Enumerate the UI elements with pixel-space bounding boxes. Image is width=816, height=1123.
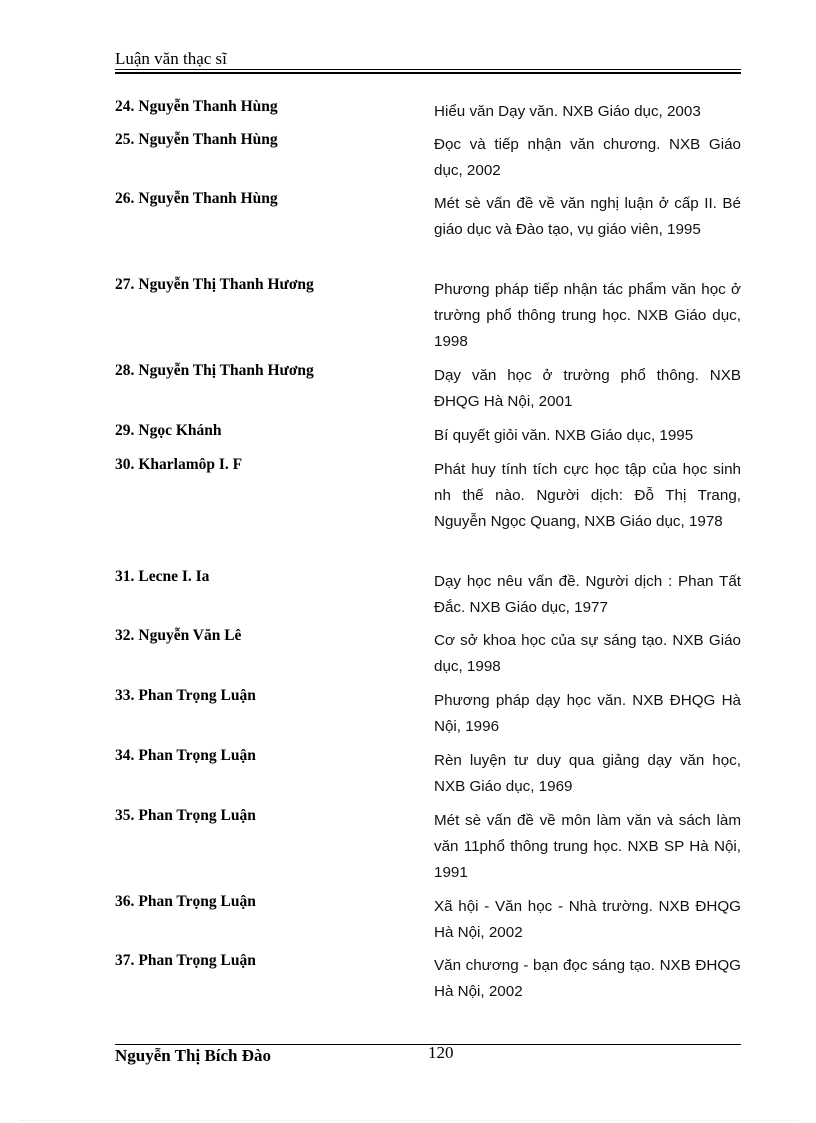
reference-number: 34. (115, 747, 135, 764)
reference-author (115, 421, 434, 455)
reference-entry (115, 951, 741, 1011)
reference-number: 35. (115, 807, 135, 824)
reference-entry (115, 746, 741, 806)
reference-author (115, 361, 434, 421)
reference-entry (115, 892, 741, 951)
reference-author-name: Nguyễn Thanh Hùng (138, 98, 278, 115)
reference-title: Cơ sở khoa học của sự sáng tạo. NXB Giáo dục, 1998 (434, 632, 741, 675)
reference-author-name: Nguyễn Thanh Hùng (138, 131, 278, 148)
page-number: 120 (428, 1043, 454, 1062)
footer-author-name: Nguyễn Thị Bích Đào (115, 1046, 272, 1065)
reference-author-name: Phan Trọng Luận (138, 747, 256, 764)
reference-author (115, 97, 434, 130)
reference-number: 37. (115, 952, 135, 969)
reference-entry (115, 275, 741, 361)
reference-title: Văn chương - bạn đọc sáng tạo. NXB ĐHQG Hà Nội, 2002 (434, 957, 741, 1000)
reference-title: Phát huy tính tích cực học tập của học sinh nh thế nào. Người dịch: Đỗ Thị Trang, Nguyễn Ngọc Quang, NXB Giáo dục, 1978 (434, 461, 741, 530)
reference-author-name: Kharlamôp I. F (138, 456, 243, 473)
reference-title: Rèn luyện tư duy qua giảng dạy văn học, NXB Giáo dục, 1969 (434, 752, 741, 795)
reference-title: Hiểu văn Dạy văn. NXB Giáo dục, 2003 (434, 103, 701, 120)
reference-number: 36. (115, 893, 135, 910)
header-divider (115, 69, 741, 74)
reference-number: 32. (115, 627, 135, 644)
reference-entry (115, 806, 741, 892)
reference-entry (115, 567, 741, 626)
reference-title: Đọc và tiếp nhận văn chương. NXB Giáo dục, 2002 (434, 136, 741, 179)
reference-author (115, 892, 434, 951)
reference-entry (115, 421, 741, 455)
reference-entry (115, 189, 741, 275)
reference-entry (115, 97, 741, 130)
reference-number: 30. (115, 456, 135, 473)
reference-entry (115, 455, 741, 567)
reference-author-name: Nguyễn Thị Thanh Hương (138, 362, 314, 379)
reference-number: 28. (115, 362, 135, 379)
reference-author (115, 951, 434, 1011)
reference-number: 29. (115, 422, 135, 439)
reference-author (115, 626, 434, 686)
reference-author-name: Phan Trọng Luận (138, 807, 256, 824)
reference-entry (115, 626, 741, 686)
reference-number: 24. (115, 98, 135, 115)
reference-title: Phương pháp dạy học văn. NXB ĐHQG Hà Nội, 1996 (434, 692, 741, 735)
reference-author-name: Lecne I. Ia (138, 568, 210, 585)
reference-author (115, 686, 434, 746)
reference-entry (115, 130, 741, 189)
reference-title: Mét sè vấn đề về văn nghị luận ở cấp II. Bé giáo dục và Đào tạo, vụ giáo viên, 1995 (434, 195, 741, 238)
reference-title: Bí quyết giỏi văn. NXB Giáo dục, 1995 (434, 427, 694, 444)
reference-author-name: Phan Trọng Luận (138, 952, 256, 969)
reference-author-name: Nguyễn Thanh Hùng (138, 190, 278, 207)
reference-number: 26. (115, 190, 135, 207)
reference-title: Mét sè vấn đề về môn làm văn và sách làm văn 11phổ thông trung học. NXB SP Hà Nội, 1991 (434, 812, 741, 881)
reference-author-name: Nguyễn Thị Thanh Hương (138, 276, 314, 293)
reference-author-name: Phan Trọng Luận (138, 687, 256, 704)
page-header-title: Luận văn thạc sĩ (115, 49, 227, 68)
reference-author (115, 189, 434, 275)
reference-number: 33. (115, 687, 135, 704)
reference-entry (115, 686, 741, 746)
page-edge-dots (20, 1120, 796, 1121)
reference-author (115, 455, 434, 567)
reference-title: Dạy học nêu vấn đề. Người dịch : Phan Tất Đắc. NXB Giáo dục, 1977 (434, 573, 741, 616)
reference-number: 31. (115, 568, 135, 585)
reference-entry (115, 361, 741, 421)
reference-author (115, 806, 434, 892)
reference-author-name: Nguyễn Văn Lê (138, 627, 242, 644)
reference-author (115, 275, 434, 361)
reference-title: Xã hội - Văn học - Nhà trường. NXB ĐHQG Hà Nội, 2002 (434, 898, 741, 941)
reference-title: Phương pháp tiếp nhận tác phẩm văn học ở trường phổ thông trung học. NXB Giáo dục, 1998 (434, 281, 741, 350)
reference-author-name: Ngọc Khánh (138, 422, 222, 439)
reference-author (115, 130, 434, 189)
reference-title: Dạy văn học ở trường phổ thông. NXB ĐHQG Hà Nội, 2001 (434, 367, 741, 410)
reference-author (115, 746, 434, 806)
reference-list (115, 97, 741, 1011)
reference-author-name: Phan Trọng Luận (138, 893, 256, 910)
reference-number: 25. (115, 131, 135, 148)
reference-number: 27. (115, 276, 135, 293)
reference-author (115, 567, 434, 626)
